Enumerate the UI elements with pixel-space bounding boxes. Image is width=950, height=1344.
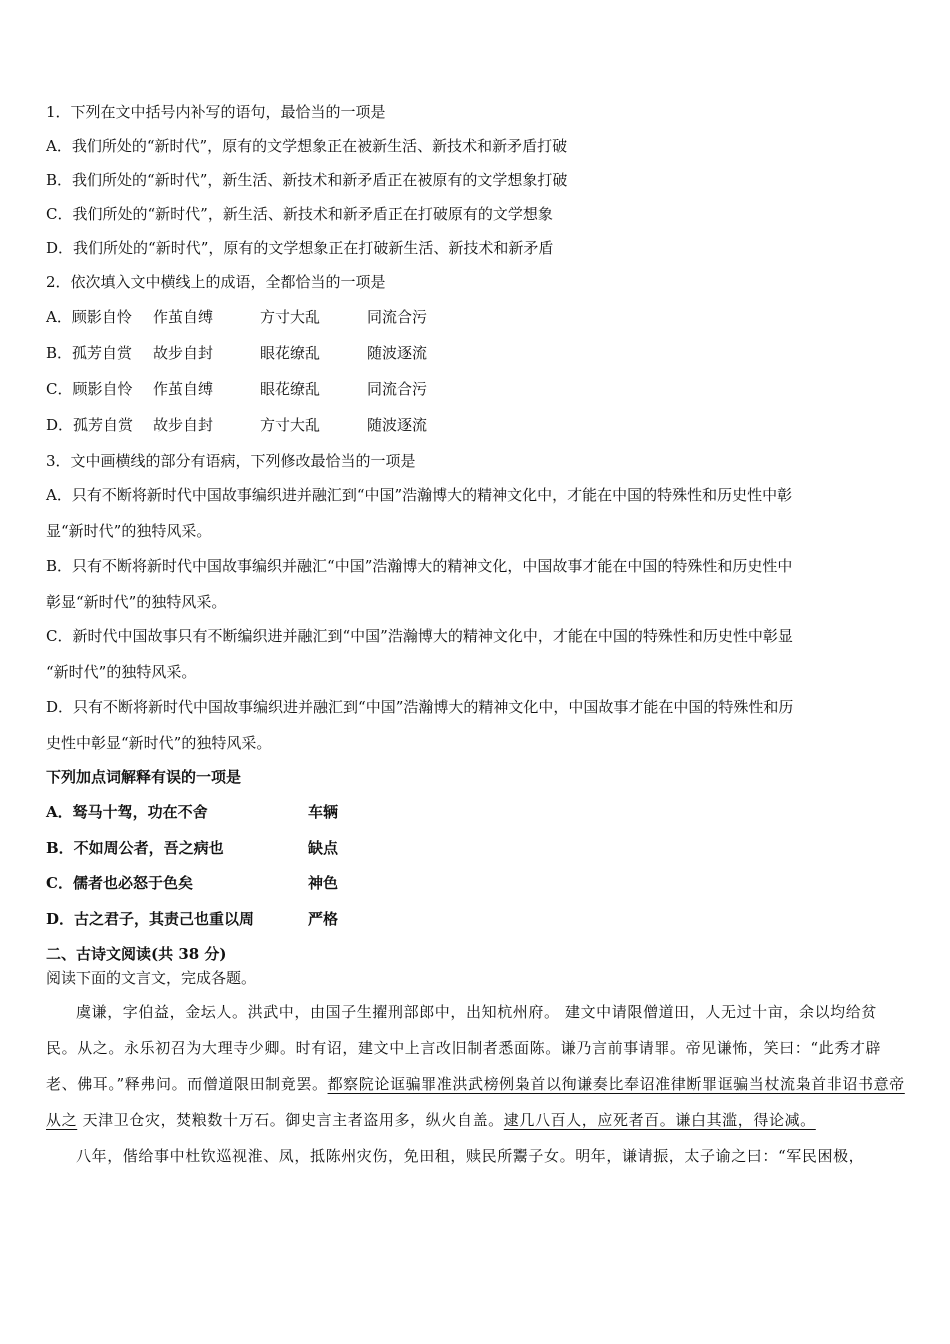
q2-c-word3: 眼花缭乱 (260, 380, 321, 398)
q2-option-b (46, 342, 427, 364)
q4-d-meaning: 严格 (308, 910, 339, 928)
passage-p1-underlined-2: 逮几八百人，应死者百。谦白其滥，得论减。 (503, 1111, 816, 1129)
q3-option-c-line2: “新时代”的独特风采。 (46, 663, 197, 681)
q2-c-word4: 同流合污 (367, 380, 428, 398)
q4-c-meaning: 神色 (308, 874, 339, 892)
q4-b-text: B．不如周公者，吾之病也 (46, 839, 224, 857)
q1-option-b: B．我们所处的“新时代”，新生活、新技术和新矛盾正在被原有的文学想象打破 (46, 171, 568, 189)
q4-option-a (46, 801, 338, 823)
q2-d-word1: D．孤芳自赏 (46, 416, 134, 434)
q2-c-word1: C．顾影自怜 (46, 380, 133, 398)
q4-stem: 下列加点词解释有误的一项是 (46, 768, 242, 786)
passage-paragraph-1 (46, 994, 908, 1138)
q2-option-d (46, 414, 427, 436)
classical-passage (46, 994, 908, 1174)
q3-option-b-line1: B．只有不断将新时代中国故事编织并融汇“中国”浩瀚博大的精神文化，中国故事才能在中国的特殊性和历史性中 (46, 557, 793, 575)
q3-option-a-line1: A．只有不断将新时代中国故事编织进并融汇到“中国”浩瀚博大的精神文化中，才能在中国的特殊性和历史性中彰 (46, 486, 793, 504)
q3-option-d-line1: D．只有不断将新时代中国故事编织进并融汇到“中国”浩瀚博大的精神文化中，中国故事才能在中国的特殊性和历 (46, 698, 794, 716)
q4-option-b (46, 837, 338, 859)
q3-option-a-line2: 显“新时代”的独特风采。 (46, 522, 212, 540)
passage-paragraph-2: 八年，偕给事中杜钦巡视淮、凤，抵陈州灾伤，免田租，赎民所鬻子女。明年，谦请振，太子谕之曰：“军民困极， (76, 1147, 865, 1165)
q2-c-word2: 作茧自缚 (153, 380, 214, 398)
q4-option-d (46, 908, 338, 930)
q4-b-meaning: 缺点 (308, 839, 339, 857)
q1-stem: 1．下列在文中括号内补写的语句，最恰当的一项是 (46, 103, 386, 121)
q1-option-a: A．我们所处的“新时代”，原有的文学想象正在被新生活、新技术和新矛盾打破 (46, 137, 568, 155)
q2-stem: 2．依次填入文中横线上的成语，全都恰当的一项是 (46, 273, 386, 291)
q4-option-c (46, 872, 338, 894)
section-instruction: 阅读下面的文言文，完成各题。 (46, 969, 257, 987)
q2-a-word1: A．顾影自怜 (46, 308, 132, 326)
passage-p1-underlined-1: 都察院论诓骗罪准洪武榜例枭首以徇谦奏比奉诏准律断罪诓骗当杖流枭首非诏书意帝从之 (46, 1075, 905, 1129)
q2-b-word1: B．孤芳自赏 (46, 344, 133, 362)
q2-option-a (46, 306, 427, 328)
q2-b-word3: 眼花缭乱 (260, 344, 321, 362)
q2-d-word2: 故步自封 (153, 416, 214, 434)
q3-option-d-line2: 史性中彰显“新时代”的独特风采。 (46, 734, 272, 752)
q3-option-c-line1: C．新时代中国故事只有不断编织进并融汇到“中国”浩瀚博大的精神文化中，才能在中国的特殊性和历史性中彰显 (46, 627, 793, 645)
q1-option-c: C．我们所处的“新时代”，新生活、新技术和新矛盾正在打破原有的文学想象 (46, 205, 553, 223)
passage-p1-text: 虞谦，字伯益，金坛人。洪武中，由国子生擢刑部郎中，出知杭州府。 建文中请限僧道田，人无过十亩，余以均给贫民。从之。永乐初召为大理寺少卿。时有诏，建文中上言改旧制者悉面陈。谦乃言前事请罪。帝见谦怖，笑曰：“此秀才辟老、佛耳。”释弗问。而僧道限田制竟罢。 (46, 1003, 882, 1093)
q2-d-word3: 方寸大乱 (260, 416, 321, 434)
q2-b-word2: 故步自封 (153, 344, 214, 362)
q2-a-word4: 同流合污 (367, 308, 428, 326)
q4-d-text: D．古之君子，其责己也重以周 (46, 910, 255, 928)
q1-option-d: D．我们所处的“新时代”，原有的文学想象正在打破新生活、新技术和新矛盾 (46, 239, 554, 257)
q3-option-b-line2: 彰显“新时代”的独特风采。 (46, 593, 227, 611)
q2-a-word2: 作茧自缚 (153, 308, 214, 326)
passage-p1-text-2: 天津卫仓灾，焚粮数十万石。御史言主者盗用多，纵火自盖。 (77, 1111, 504, 1129)
q2-b-word4: 随波逐流 (367, 344, 428, 362)
q4-a-text: A．驽马十驾，功在不舍 (46, 803, 208, 821)
q2-option-c (46, 378, 427, 400)
section-title: 二、古诗文阅读(共 38 分) (46, 945, 227, 963)
q4-a-meaning: 车辆 (308, 803, 339, 821)
q2-d-word4: 随波逐流 (367, 416, 428, 434)
q3-stem: 3．文中画横线的部分有语病，下列修改最恰当的一项是 (46, 452, 416, 470)
q2-a-word3: 方寸大乱 (260, 308, 321, 326)
q4-c-text: C．儒者也必怒于色矣 (46, 874, 193, 892)
